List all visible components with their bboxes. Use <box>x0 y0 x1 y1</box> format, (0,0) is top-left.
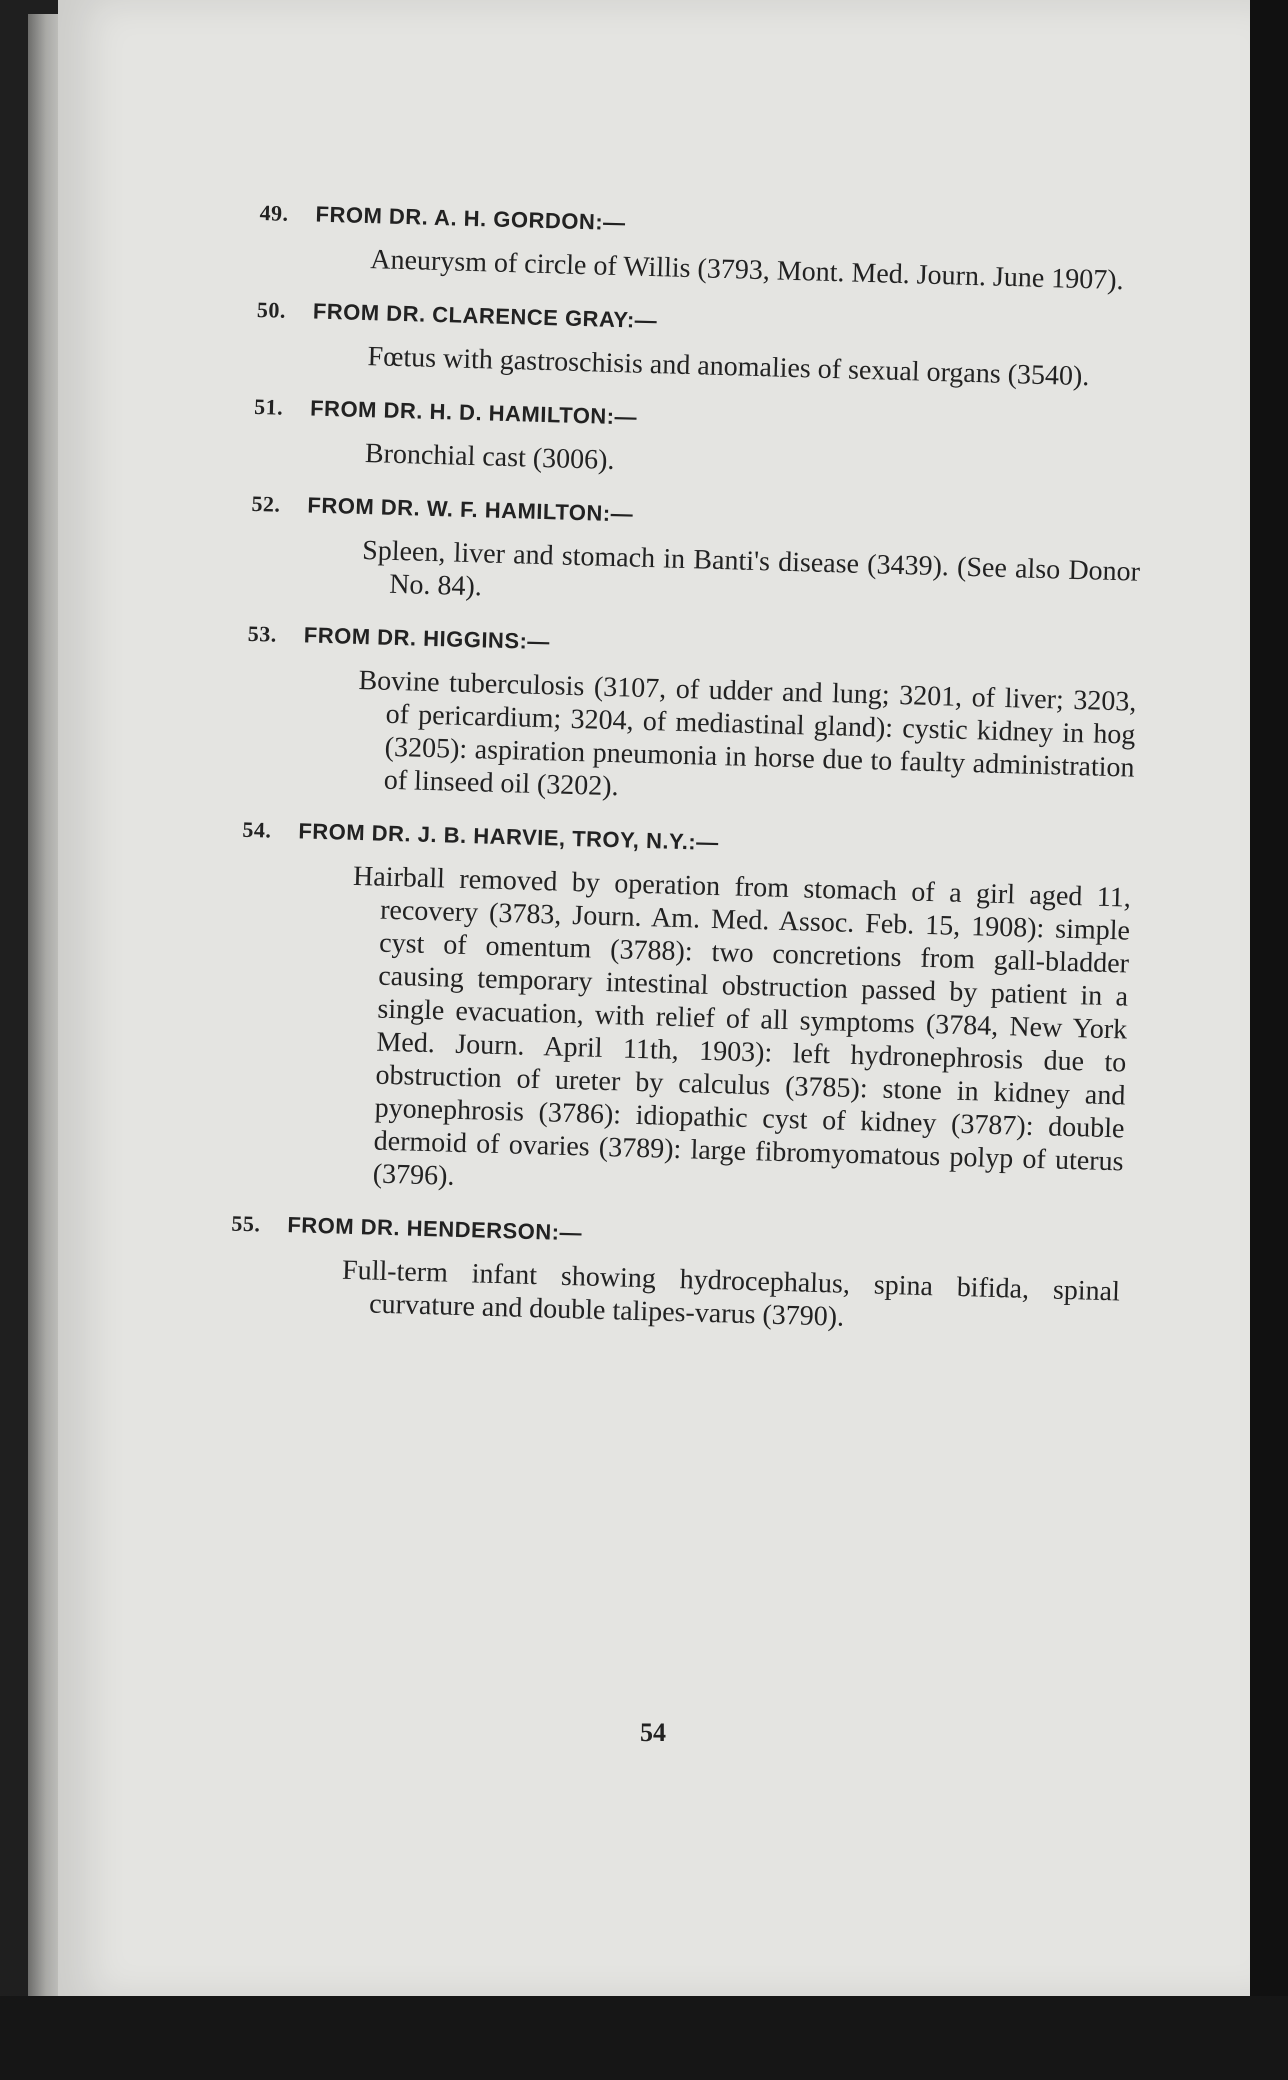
entry-number: 49. <box>259 200 289 226</box>
entry-text: Hairball removed by operation from stomach of a girl aged 11, recovery (3783, Journ. Am. Med. Assoc. Feb. 15, 1908): simple cyst of omentum (3788): two concretions from gall-bladder causing temporary intestinal obstruction passed by patient in a single evacuation, with relief of all symptoms (3784, New York Med. Journ. April 11th, 1903): left hydronephrosis due to obstruction of ureter by calculus (3785): stone in kidney and pyonephrosis (3786): idiopathic cyst of kidney (3787): double dermoid of ovaries (3789): large fibromyomatous polyp of uterus (3796). <box>352 860 1132 1192</box>
entry-heading: FROM DR. CLARENCE GRAY:— <box>312 298 658 334</box>
entry-54 <box>232 817 1142 1212</box>
entry-number: 53. <box>247 620 278 647</box>
entry-text: Aneurysm of circle of Willis (3793, Mont. Med. Journ. June 1907). <box>369 244 1125 297</box>
page-number: 54 <box>640 1718 666 1747</box>
entry-heading: FROM DR. W. F. HAMILTON:— <box>307 492 634 527</box>
entry-heading: FROM DR. A. H. GORDON:— <box>315 201 626 236</box>
entry-number: 51. <box>253 393 284 420</box>
entry-text: Fœtus with gastroschisis and anomalies of sexual organs (3540). <box>367 341 1090 393</box>
entry-number: 50. <box>256 296 287 323</box>
page-bottom-edge <box>0 1996 1288 2080</box>
entry-text: Full-term infant showing hydrocephalus, spina bifida, spinal curvature and double talipes-varus (3790). <box>341 1254 1121 1333</box>
entry-text: Bronchial cast (3006). <box>364 438 615 476</box>
page-right-edge <box>1250 0 1288 2080</box>
entry-heading: FROM DR. HIGGINS:— <box>303 622 551 655</box>
entry-55 <box>229 1211 1132 1342</box>
entry-number: 54. <box>242 816 272 843</box>
entry-text: Bovine tuberculosis (3107, of udder and lung; 3201, of liver; 3203, of pericardium; 3204, of mediastinal gland): cystic kidney in hog (3205): aspiration pneumonia in horse due to faulty administration of linseed oil (3202). <box>358 664 1137 803</box>
entry-number: 52. <box>251 490 281 517</box>
entry-53 <box>243 621 1147 818</box>
entry-52 <box>249 491 1152 622</box>
entry-number: 55. <box>231 1210 261 1237</box>
entry-50 <box>255 297 1157 395</box>
entry-heading: FROM DR. H. D. HAMILTON:— <box>309 395 638 430</box>
entry-heading: FROM DR. HENDERSON:— <box>287 1212 583 1246</box>
donor-list <box>228 200 1160 1366</box>
entry-heading: FROM DR. J. B. HARVIE, TROY, N.Y.:— <box>298 818 720 856</box>
entry-51 <box>253 394 1155 492</box>
entry-text: Spleen, liver and stomach in Banti's disease (3439). (See also Donor No. 84). <box>361 534 1141 603</box>
